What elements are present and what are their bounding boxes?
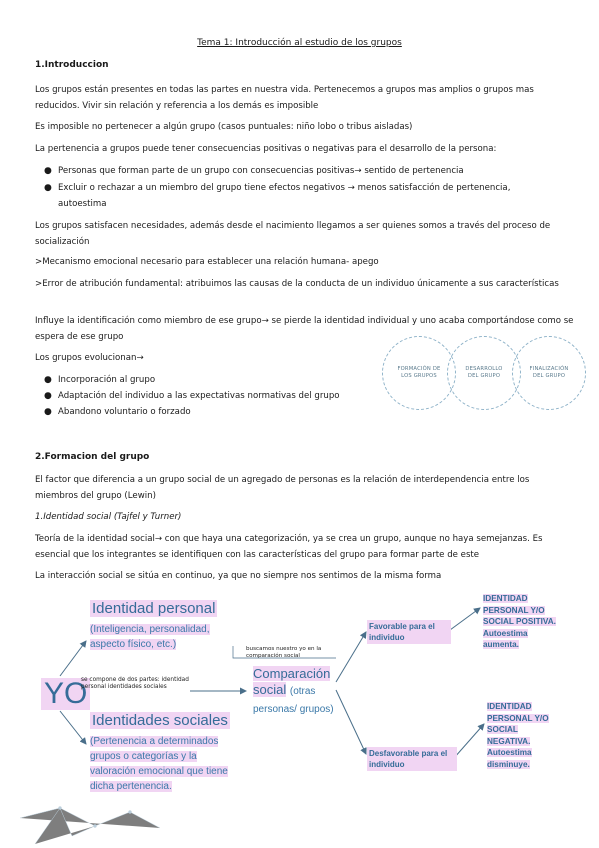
list-item-text: Adaptación del individuo a las expectativas normativas del grupo [58, 391, 340, 401]
paragraph: >Error de atribución fundamental: atribuimos las causas de la conducta de un individuo únicamente a sus características [35, 279, 559, 289]
list-item [44, 163, 518, 179]
page-title: Tema 1: Introducción al estudio de los grupos [197, 38, 402, 48]
stage-label: FINALIZACIÓN DEL GRUPO [529, 366, 569, 379]
identidad-negativa-text: IDENTIDAD PERSONAL Y/O SOCIAL NEGATIVA. Autoestima disminuye. [487, 702, 549, 769]
identidad-personal-text: (Inteligencia, personalidad, aspecto físico, etc.) [90, 624, 210, 650]
list-item [44, 180, 528, 212]
paragraph: Influye la identificación como miembro de ese grupo→ se pierde la identidad individual y uno acaba comportándose como se espera de ese grupo [35, 316, 574, 342]
paragraph: Los grupos evolucionan→ [35, 353, 144, 363]
identidad-personal-title: Identidad personal [92, 600, 216, 617]
stage-label: FORMACIÓN DE LOS GRUPOS [397, 366, 441, 379]
list-item-text: Excluir o rechazar a un miembro del grupo tiene efectos negativos → menos satisfacción de pertenencia, autoestima [58, 183, 511, 209]
arrow-to-negativa [454, 724, 484, 758]
bullet-icon: ● [44, 391, 52, 401]
subheading-identidad-social: 1.Identidad social (Tajfel y Turner) [35, 512, 182, 522]
paragraph: La pertenencia a grupos puede tener consecuencias positivas o negativas para el desarrollo de la persona: [35, 144, 497, 154]
arrow-to-identidades-sociales [60, 711, 86, 744]
stage-circle-finalizacion [512, 336, 586, 410]
bullet-icon: ● [44, 375, 52, 385]
list-item-text: Abandono voluntario o forzado [58, 407, 191, 417]
identidad-negativa [487, 701, 559, 770]
paragraph: La interacción social se sitúa en continuo, ya que no siempre nos sentimos de la misma forma [35, 571, 442, 581]
comparacion-sub: (otras personas/ grupos) [253, 686, 334, 715]
identidades-sociales-title: Identidades sociales [92, 712, 228, 729]
identidades-sociales-desc [90, 734, 230, 794]
identity-diagram [0, 586, 599, 848]
paragraph: Los grupos satisfacen necesidades, además desde el nacimiento llegamos a ser quienes somos a través del proceso de socialización [35, 221, 551, 247]
list-item-text: Personas que forman parte de un grupo con consecuencias positivas→ sentido de pertenencia [58, 166, 464, 176]
paragraph: >Mecanismo emocional necesario para establecer una relación humana- apego [35, 257, 379, 267]
arrow-to-positiva [450, 608, 480, 630]
arrow-to-identidad-personal [60, 641, 86, 676]
bullet-icon: ● [44, 407, 52, 417]
yo-label: YO [41, 678, 90, 710]
stage-circle-desarrollo [447, 336, 521, 410]
comparison-note: buscamos nuestro yo en la comparación social [246, 646, 322, 659]
identidades-sociales-text: (Pertenencia a determinados grupos o categorías y la valoración emocional que tiene dicha pertenencia. [90, 736, 228, 792]
comparacion-social [253, 666, 353, 718]
section-heading-formacion: 2.Formacion del grupo [35, 452, 150, 462]
list-item-text: Incorporación al grupo [58, 375, 156, 385]
yo-note: se compone de dos partes: identidad personal identidades sociales [81, 677, 189, 690]
stage-label: DESARROLLO DEL GRUPO [465, 366, 503, 379]
desfavorable-label: Desfavorable para el individuo [367, 747, 457, 771]
section-heading-introduccion: 1.Introduccion [35, 60, 109, 70]
bullet-icon: ● [44, 166, 52, 176]
comparacion-title: Comparación social [253, 666, 331, 697]
paragraph: Es imposible no pertenecer a algún grupo (casos puntuales: niño lobo o tribus aisladas) [35, 122, 413, 132]
identidad-positiva-text: IDENTIDAD PERSONAL Y/O SOCIAL POSITIVA. Autoestima aumenta. [483, 594, 556, 649]
paragraph: El factor que diferencia a un grupo social de un agregado de personas es la relación de interdependencia entre los miembros del grupo (Lewin) [35, 475, 530, 501]
identidad-positiva [483, 593, 565, 651]
favorable-label: Favorable para el individuo [367, 620, 451, 644]
identidad-personal-desc [90, 622, 210, 652]
list-item [44, 404, 518, 420]
paragraph: Teoría de la identidad social→ con que haya una categorización, ya se crea un grupo, aunque no haya semejanzas. Es esencial que los integrantes se identifiquen con las características del grupo para formar parte de este [35, 534, 543, 560]
stage-circle-formacion [382, 336, 456, 410]
paragraph: Los grupos están presentes en todas las partes en nuestra vida. Pertenecemos a grupos mas amplios o grupos mas reducidos. Vivir sin relación y referencia a los demás es imposible [35, 85, 534, 111]
bullet-icon: ● [44, 183, 52, 193]
decorative-network [20, 807, 160, 845]
